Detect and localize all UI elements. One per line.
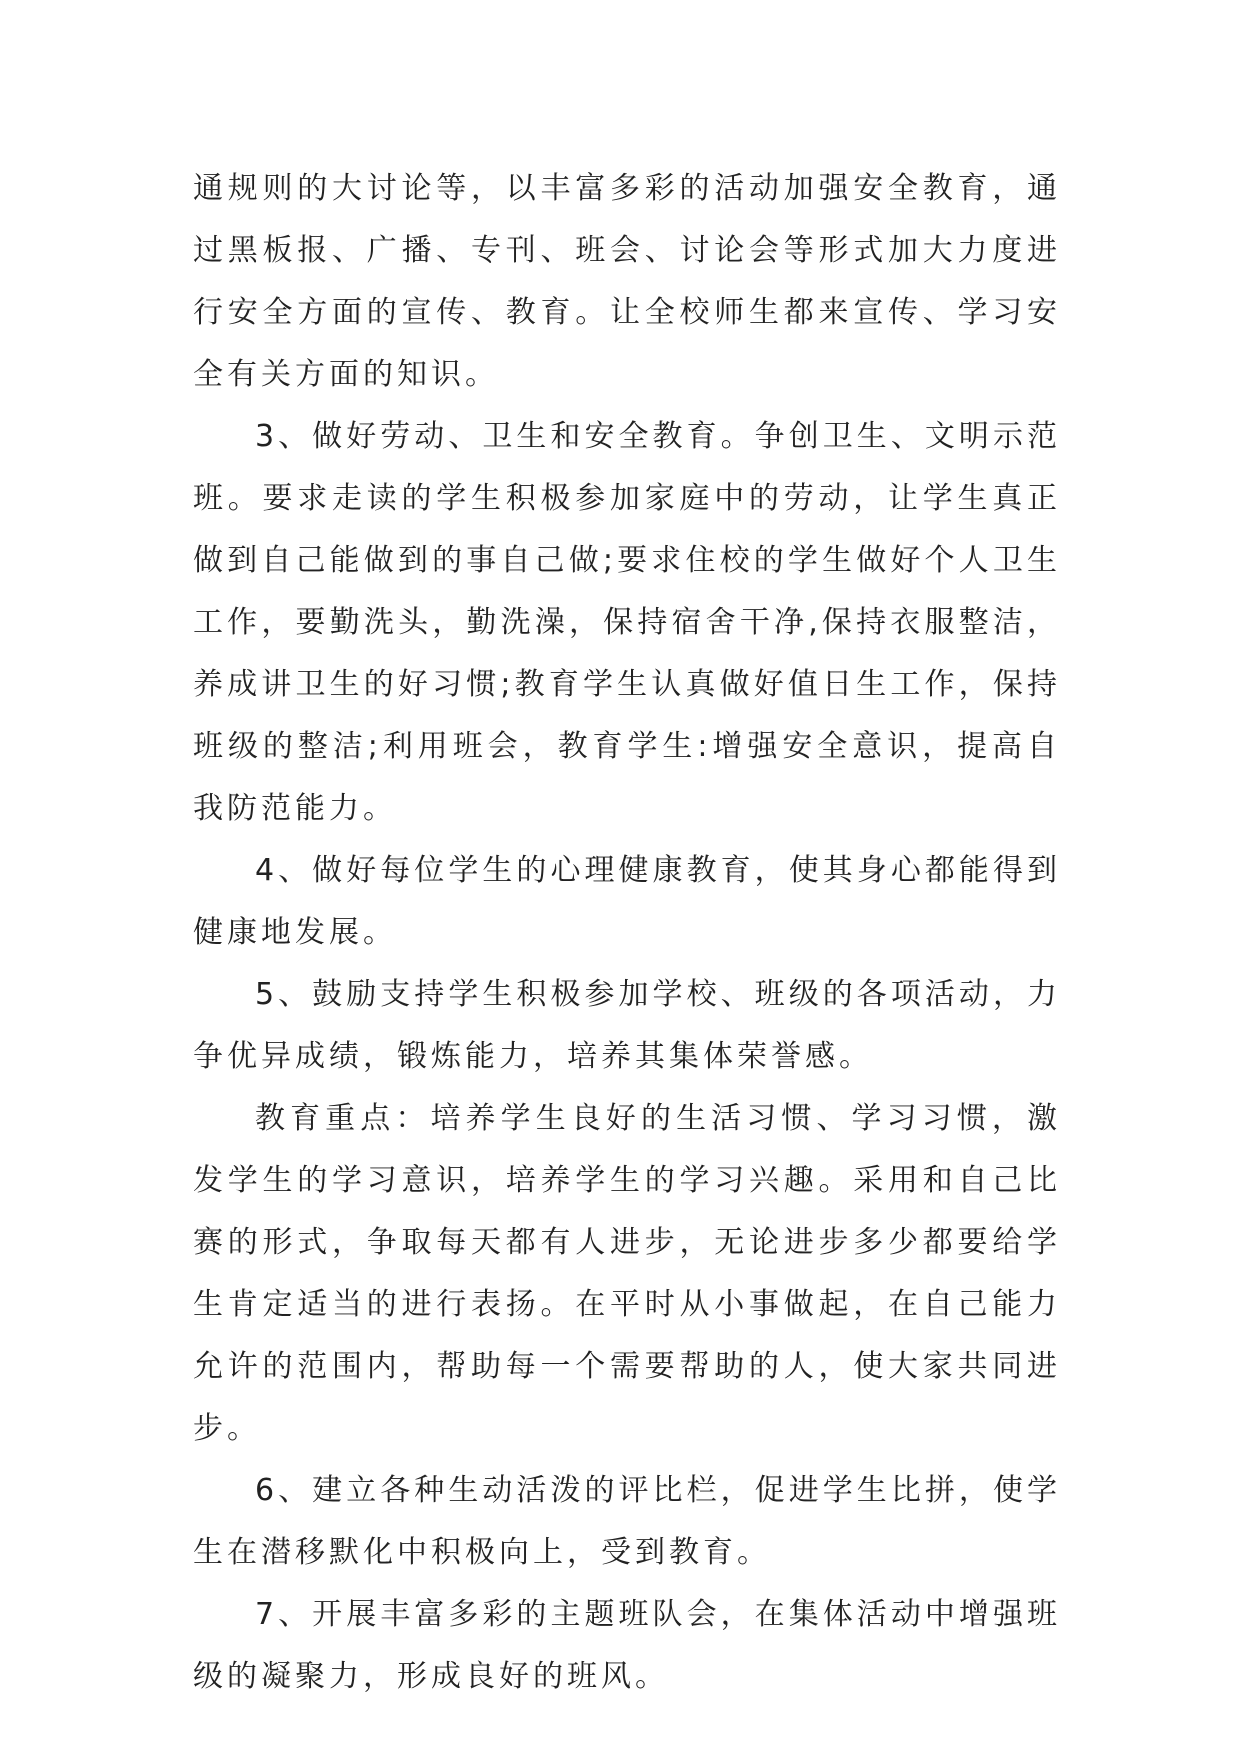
paragraph-3: 4、做好每位学生的心理健康教育，使其身心都能得到健康地发展。 bbox=[193, 853, 1061, 950]
paragraph-7: 7、开展丰富多彩的主题班队会，在集体活动中增强班级的凝聚力，形成良好的班风。 bbox=[193, 1597, 1061, 1694]
paragraph-5: 教育重点：培养学生良好的生活习惯、学习习惯，激发学生的学习意识，培养学生的学习兴趣。采用和自己比赛的形式，争取每天都有人进步，无论进步多少都要给学生肯定适当的进行表扬。在平时从小事做起，在自己能力允许的范围内，帮助每一个需要帮助的人，使大家共同进步。 bbox=[193, 1101, 1061, 1446]
document-body bbox=[193, 158, 1061, 1708]
paragraph-4: 5、鼓励支持学生积极参加学校、班级的各项活动，力争优异成绩，锻炼能力，培养其集体荣誉感。 bbox=[193, 977, 1061, 1074]
paragraph-6: 6、建立各种生动活泼的评比栏，促进学生比拼，使学生在潜移默化中积极向上，受到教育。 bbox=[193, 1473, 1061, 1570]
paragraph-2: 3、做好劳动、卫生和安全教育。争创卫生、文明示范班。要求走读的学生积极参加家庭中的劳动，让学生真正做到自己能做到的事自己做;要求住校的学生做好个人卫生工作，要勤洗头，勤洗澡，保持宿舍干净,保持衣服整洁，养成讲卫生的好习惯;教育学生认真做好值日生工作，保持班级的整洁;利用班会，教育学生:增强安全意识，提高自我防范能力。 bbox=[193, 419, 1061, 826]
paragraph-1: 通规则的大讨论等，以丰富多彩的活动加强安全教育，通过黑板报、广播、专刊、班会、讨论会等形式加大力度进行安全方面的宣传、教育。让全校师生都来宣传、学习安全有关方面的知识。 bbox=[193, 171, 1061, 392]
